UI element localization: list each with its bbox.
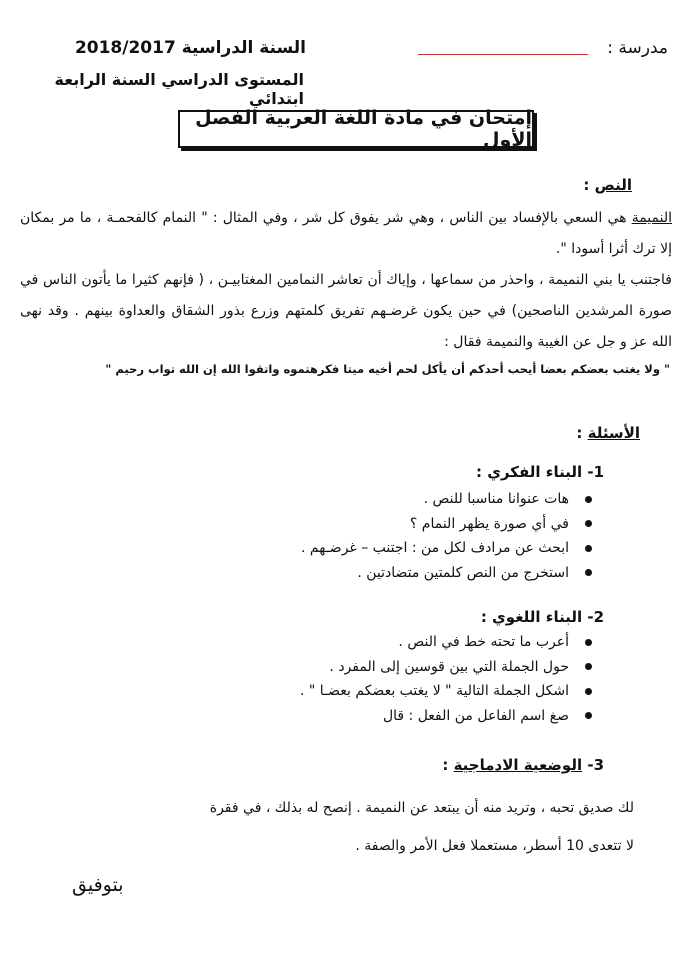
list-item <box>300 630 592 655</box>
section-integration-title <box>442 756 604 774</box>
text-heading-colon: : <box>583 176 595 194</box>
list-item <box>301 561 592 586</box>
question-text: صغ اسم الفاعل من الفعل : قال <box>382 707 569 724</box>
question-text: في أي صورة يظهر النمام ؟ <box>409 515 569 532</box>
questions-heading-colon: : <box>576 424 588 442</box>
bullet-icon <box>585 712 592 719</box>
question-text: اشكل الجملة التالية " لا يغتب بعضكم بعضـا " . <box>299 683 569 699</box>
question-text: حول الجملة التي بين قوسين إلى المفرد . <box>329 658 569 675</box>
list-item <box>300 679 592 704</box>
section-number: 3- <box>582 756 604 774</box>
closing-wish: بتوفيق <box>72 874 124 896</box>
question-text: استخرج من النص كلمتين متضادتين . <box>357 564 569 581</box>
bullet-icon <box>585 569 592 576</box>
bullet-icon <box>585 496 592 503</box>
bullet-icon <box>585 545 592 552</box>
school-field <box>418 38 668 58</box>
paragraph-1-body: هي السعي بالإفساد بين الناس ، وهي شر يفوق كل شر ، وفي المثال : " النمام كالفحمـة ، ما مر بمكان إلا ترك أثرا أسودا ". <box>20 210 672 257</box>
question-text: هات عنوانا مناسبا للنص . <box>423 491 569 507</box>
questions-heading <box>576 424 640 442</box>
integration-line-1: لك صديق تحبه ، وتريد منه أن يبتعد عن النميمة . إنصح له بذلك ، في فقرة <box>209 800 634 816</box>
section-intellectual-title: 1- البناء الفكري : <box>475 463 604 481</box>
quran-verse: " ولا يغتب بعضكم بعضا أيحب أحدكم أن يأكل لحم أخيه ميتا فكرهتموه واتقوا الله إن الله تواب رحيم " <box>105 362 670 376</box>
bullet-icon <box>585 663 592 670</box>
underlined-word: النميمة <box>631 210 672 226</box>
text-heading-label: النص <box>594 176 632 194</box>
text-paragraph-1 <box>20 203 672 265</box>
list-item <box>301 487 592 512</box>
section-linguistic-title: 2- البناء اللغوي : <box>480 608 604 626</box>
questions-heading-label: الأسئلة <box>587 424 640 442</box>
school-name-blank[interactable] <box>418 54 588 55</box>
section-intellectual-list <box>301 487 592 585</box>
list-item <box>301 536 592 561</box>
section-linguistic-list <box>300 630 592 728</box>
bullet-icon <box>585 520 592 527</box>
list-item <box>301 512 592 537</box>
bullet-icon <box>585 639 592 646</box>
text-heading <box>583 176 632 194</box>
question-text: ابحث عن مرادف لكل من : اجتنب – غرضـهم . <box>301 540 569 556</box>
exam-title: إمتحان في مادة اللغة العربية الفصل الأول <box>178 110 534 148</box>
section-integration-colon: : <box>442 756 454 774</box>
bullet-icon <box>585 688 592 695</box>
school-year: السنة الدراسية 2018/2017 <box>74 38 306 58</box>
list-item <box>300 655 592 680</box>
question-text: أعرب ما تحته خط في النص . <box>398 634 569 650</box>
school-label: مدرسة : <box>607 38 668 58</box>
section-integration-label: الوضعية الادماجية <box>453 756 583 774</box>
integration-line-2: لا تتعدى 10 أسطر، مستعملا فعل الأمر والصفة . <box>355 838 634 854</box>
list-item <box>300 704 592 729</box>
text-paragraph-2: فاجتنب يا بني النميمة ، واحذر من سماعها ، وإياك أن تعاشر النمامين المغتابيـن ، ( فإنهم كثيرا ما يأتون الناس في صورة المرشدين الناصحين) في حين يكون غرضـهم تفريق كلمتهم وزرع بذور الشقاق والعداوة بينهم . وقد نهى الله عز و جل عن الغيبة والنميمة فقال : <box>20 272 672 350</box>
grade-level: المستوى الدراسي السنة الرابعة ابتدائي <box>54 70 304 108</box>
